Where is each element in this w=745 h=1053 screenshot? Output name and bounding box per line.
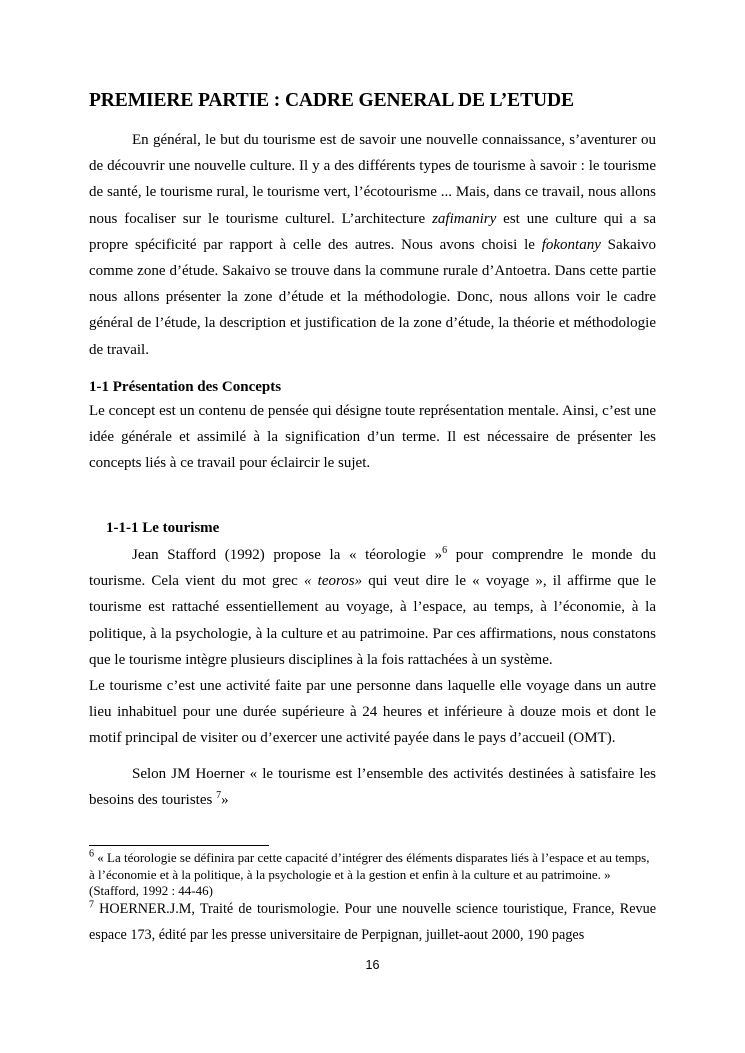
tourisme-paragraph-2: Le tourisme c’est une activité faite par une personne dans laquelle elle voyage dans un autre lieu inhabituel pour une durée supérieure à 24 heures et inférieure à douze mois et dont le motif principal de visiter ou d’exercer une activité payée dans le pays d’accueil (OMT).	[89, 678, 656, 747]
concepts-paragraph: Le concept est un contenu de pensée qui désigne toute représentation mentale. Ainsi, c’est une idée générale et assimilé à la signification d’un terme. Il est nécessaire de présenter les concepts liés à ce travail pour éclaircir le sujet.	[89, 403, 656, 472]
footnote-6-text: « La téorologie se définira par cette capacité d’intégrer des éléments disparates liés à l’espace et au temps, à l’économie et à la politique, à la psychologie et à la gestion et enfin à la culture et au patrimoine. » (Stafford, 1992 : 44-46)	[89, 850, 650, 898]
intro-paragraph	[89, 127, 656, 363]
tourisme-p1-text-1: Jean Stafford (1992) propose la « téorologie »	[132, 547, 443, 563]
footnote-6	[89, 850, 656, 900]
tourisme-p3-text-2: »	[221, 792, 229, 809]
tourisme-paragraph-1	[89, 542, 656, 673]
footnote-separator	[89, 845, 269, 846]
intro-italic-fokontany: fokontany	[541, 236, 601, 253]
intro-text-2: est une culture qui a sa propre spécificité par rapport à celle des autres. Nous avons choisi le	[89, 210, 656, 253]
footnote-7	[89, 896, 656, 948]
intro-text-1: En général, le but du tourisme est de savoir une nouvelle connaissance, s’aventurer ou de découvrir une nouvelle culture. Il y a des différents types de tourisme à savoir : le tourisme de santé, le tourisme rural, le tourisme vert, l’écotourisme ... Mais, dans ce travail, nous allons nous focaliser sur le tourisme culturel. L’architecture	[89, 132, 656, 227]
footnote-7-text: HOERNER.J.M, Traité de tourismologie. Pour une nouvelle science touristique, France, Revue espace 173, édité par les presse universitaire de Perpignan, juillet-aout 2000, 190 pages	[89, 901, 656, 943]
intro-text-3: Sakaivo comme zone d’étude. Sakaivo se trouve dans la commune rurale d’Antoetra. Dans cette partie nous allons présenter la zone d’étude et la méthodologie. Donc, nous allons voir le cadre général de l’étude, la description et justification de la zone d’étude, la théorie et méthodologie de travail.	[89, 236, 656, 358]
footnote-ref-7[interactable]: 7	[216, 790, 222, 802]
tourisme-p1-italic-teoros: « teoros»	[303, 573, 363, 590]
page-number: 16	[365, 958, 380, 972]
section-heading-1-1-1: 1-1-1 Le tourisme	[106, 520, 220, 536]
part-heading: PREMIERE PARTIE : CADRE GENERAL DE L’ETUDE	[89, 90, 574, 111]
section-heading-1-1: 1-1 Présentation des Concepts	[89, 379, 282, 395]
intro-italic-zafimaniry: zafimaniry	[432, 210, 497, 227]
footnote-7-number: 7	[89, 899, 94, 911]
tourisme-p3-text-1: Selon JM Hoerner « le tourisme est l’ensemble des activités destinées à satisfaire les besoins des touristes	[89, 766, 656, 809]
tourisme-p1-text-3: qui veut dire le « voyage », il affirme que le tourisme est rattaché essentiellement au voyage, à l’espace, au temps, à l’économie, à la politique, à la psychologie, à la culture et au patrimoine. Par ces affirmations, nous constatons que le tourisme intègre plusieurs disciplines à la fois rattachées à un système.	[89, 573, 657, 668]
footnote-6-number: 6	[89, 848, 94, 860]
footnote-ref-6[interactable]: 6	[442, 545, 448, 556]
tourisme-p1-text-2: pour comprendre le monde du tourisme. Cela vient du mot grec	[89, 547, 657, 590]
tourisme-paragraph-3	[89, 761, 656, 813]
